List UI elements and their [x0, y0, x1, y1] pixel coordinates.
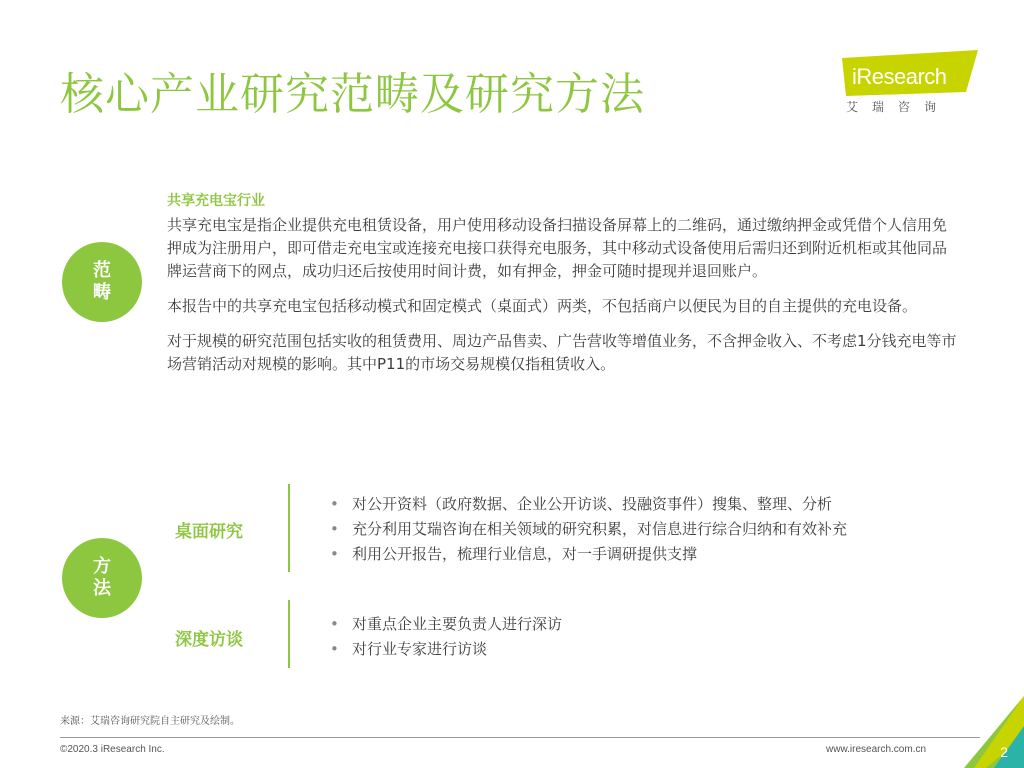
page-number: 2 [1000, 744, 1008, 760]
logo-cn-text: 艾瑞咨询 [846, 100, 951, 114]
interview-item-text: 对重点企业主要负责人进行深访 [352, 615, 563, 633]
bullet-icon: • [330, 520, 339, 538]
method-circle-char-2: 法 [93, 578, 111, 599]
scope-heading: 共享充电宝行业 [167, 193, 265, 209]
iresearch-logo [842, 50, 978, 120]
copyright: ©2020.3 iResearch Inc. [60, 744, 165, 755]
desk-item-text: 利用公开报告，梳理行业信息，对一手调研提供支撑 [352, 545, 698, 563]
bullet-icon: • [330, 545, 339, 563]
desk-research-label: 桌面研究 [175, 522, 243, 542]
website-link[interactable]: www.iresearch.com.cn [826, 744, 927, 755]
desk-research-list [330, 492, 847, 567]
list-item [330, 517, 847, 542]
footer-divider [60, 737, 980, 738]
scope-paragraph: 对于规模的研究范围包括实收的租赁费用、周边产品售卖、广告营收等增值业务，不含押金收入、不考虑1分钱充电等市场营销活动对规模的影响。其中P11的市场交易规模仅指租赁收入。 [167, 332, 957, 373]
method-circle [62, 538, 142, 618]
scope-circle-char-1: 范 [93, 260, 111, 281]
desk-research-divider [288, 484, 290, 572]
scope-paragraph: 共享充电宝是指企业提供充电租赁设备，用户使用移动设备扫描设备屏幕上的二维码，通过缴纳押金或凭借个人信用免押成为注册用户，即可借走充电宝或连接充电接口获得充电服务，其中移动式设备使用后需归还到附近机柜或其他同品牌运营商下的网点，成功归还后按使用时间计费，如有押金，押金可随时提现并退回账户。 [167, 216, 948, 280]
list-item [330, 542, 847, 567]
scope-circle [62, 242, 142, 322]
page-title: 核心产业研究范畴及研究方法 [60, 69, 645, 120]
interview-label: 深度访谈 [175, 630, 243, 650]
method-circle-char-1: 方 [93, 556, 111, 577]
bullet-icon: • [330, 615, 339, 633]
desk-item-text: 对公开资料（政府数据、企业公开访谈、投融资事件）搜集、整理、分析 [352, 495, 833, 513]
scope-body [167, 214, 959, 388]
bullet-icon: • [330, 495, 339, 513]
list-item [330, 637, 562, 662]
list-item [330, 612, 562, 637]
scope-circle-char-2: 畴 [93, 282, 111, 303]
list-item [330, 492, 847, 517]
scope-paragraph: 本报告中的共享充电宝包括移动模式和固定模式（桌面式）两类，不包括商户以便民为目的自主提供的充电设备。 [167, 297, 918, 315]
corner-decoration [964, 696, 1024, 768]
desk-item-text: 充分利用艾瑞咨询在相关领域的研究积累，对信息进行综合归纳和有效补充 [352, 520, 848, 538]
interview-list [330, 612, 562, 662]
interview-item-text: 对行业专家进行访谈 [352, 640, 488, 658]
source-note: 来源：艾瑞咨询研究院自主研究及绘制。 [60, 716, 240, 727]
bullet-icon: • [330, 640, 339, 658]
logo-brand: iResearch [852, 64, 947, 89]
interview-divider [288, 600, 290, 668]
